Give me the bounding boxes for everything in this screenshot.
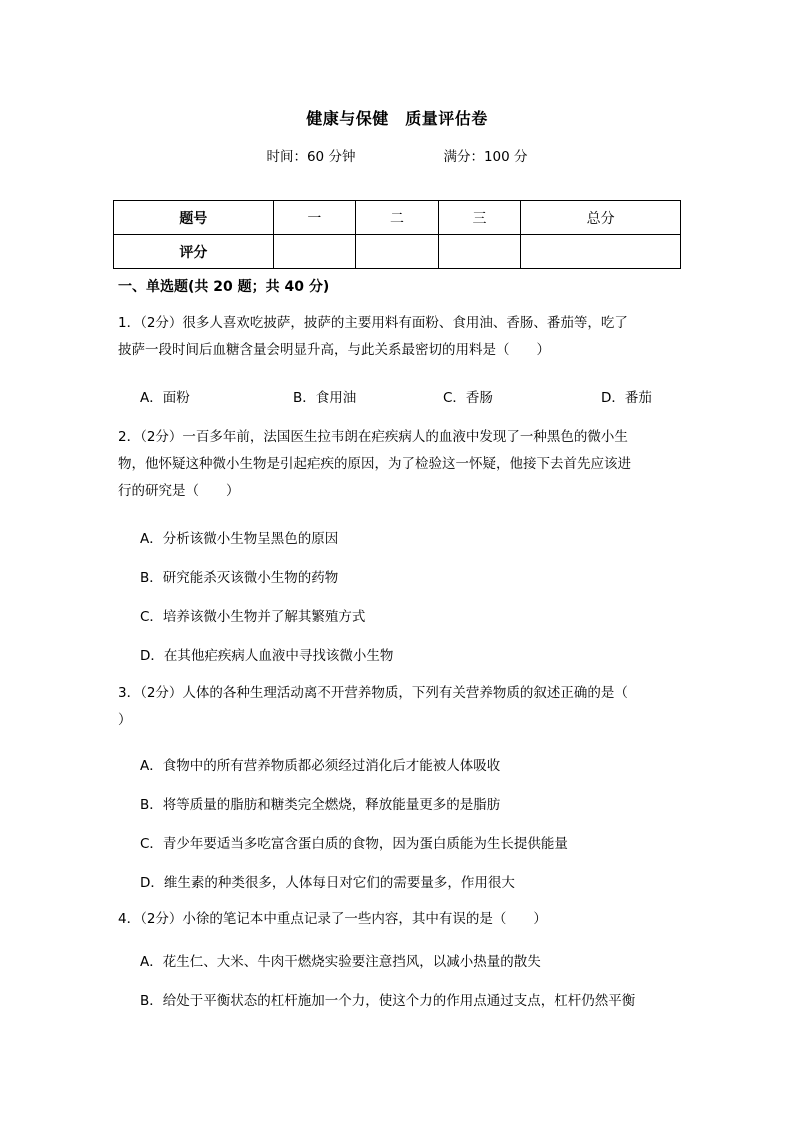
section-title: 一、单选题(共 20 题；共 40 分)	[118, 279, 330, 295]
option: B．研究能杀灭该微小生物的药物	[140, 570, 339, 586]
score-cell[interactable]	[438, 235, 521, 269]
full-score: 满分：100 分	[443, 149, 528, 165]
option: D．在其他疟疾病人血液中寻找该微小生物	[140, 648, 394, 664]
question-line: 1．（2分）很多人喜欢吃披萨，披萨的主要用料有面粉、食用油、香肠、番茄等，吃了	[118, 315, 628, 331]
question-3-text	[118, 680, 680, 734]
score-table-header: 三	[438, 201, 521, 235]
question-1-options	[140, 386, 680, 406]
option: D．维生素的种类很多，人体每日对它们的需要量多，作用很大	[140, 875, 515, 891]
question-2-text	[118, 424, 680, 505]
score-cell[interactable]	[356, 235, 439, 269]
question-line: 物，他怀疑这种微小生物是引起疟疾的原因，为了检验这一怀疑，他接下去首先应该进	[118, 456, 631, 472]
question-line: 2．（2分）一百多年前，法国医生拉韦朗在疟疾病人的血液中发现了一种黑色的微小生	[118, 429, 628, 445]
option: D．番茄	[601, 390, 652, 406]
option: A．食物中的所有营养物质都必须经过消化后才能被人体吸收	[140, 758, 501, 774]
option: C．青少年要适当多吃富含蛋白质的食物，因为蛋白质能为生长提供能量	[140, 836, 568, 852]
question-line: 4．（2分）小徐的笔记本中重点记录了一些内容，其中有误的是（ ）	[118, 911, 547, 927]
option: A．花生仁、大米、牛肉干燃烧实验要注意挡风，以减小热量的散失	[140, 954, 541, 970]
exam-info	[0, 145, 794, 165]
question-line: 披萨一段时间后血糖含量会明显升高，与此关系最密切的用料是（ ）	[118, 342, 550, 358]
question-4-text	[118, 906, 680, 933]
option: C．培养该微小生物并了解其繁殖方式	[140, 609, 366, 625]
score-cell[interactable]	[521, 235, 681, 269]
question-line: ）	[118, 712, 132, 728]
question-1-text	[118, 310, 680, 364]
page-title: 健康与保健 质量评估卷	[306, 109, 488, 128]
score-row-label: 评分	[114, 235, 274, 269]
option: C．香肠	[443, 390, 493, 406]
option: B．将等质量的脂肪和糖类完全燃烧，释放能量更多的是脂肪	[140, 797, 501, 813]
score-table-header: 二	[356, 201, 439, 235]
option: B．食用油	[293, 390, 357, 406]
score-cell[interactable]	[273, 235, 356, 269]
time-limit: 时间：60 分钟	[266, 149, 356, 165]
score-table	[113, 200, 681, 269]
option: A．面粉	[140, 390, 190, 406]
score-table-header: 题号	[114, 201, 274, 235]
option: B．给处于平衡状态的杠杆施加一个力，使这个力的作用点通过支点，杠杆仍然平衡	[140, 993, 636, 1009]
question-line: 行的研究是（ ）	[118, 483, 240, 499]
question-line: 3．（2分）人体的各种生理活动离不开营养物质，下列有关营养物质的叙述正确的是（	[118, 685, 628, 701]
option: A．分析该微小生物呈黑色的原因	[140, 531, 339, 547]
score-table-header: 一	[273, 201, 356, 235]
score-table-header-row	[114, 201, 681, 235]
score-table-score-row	[114, 235, 681, 269]
score-table-header: 总分	[521, 201, 681, 235]
